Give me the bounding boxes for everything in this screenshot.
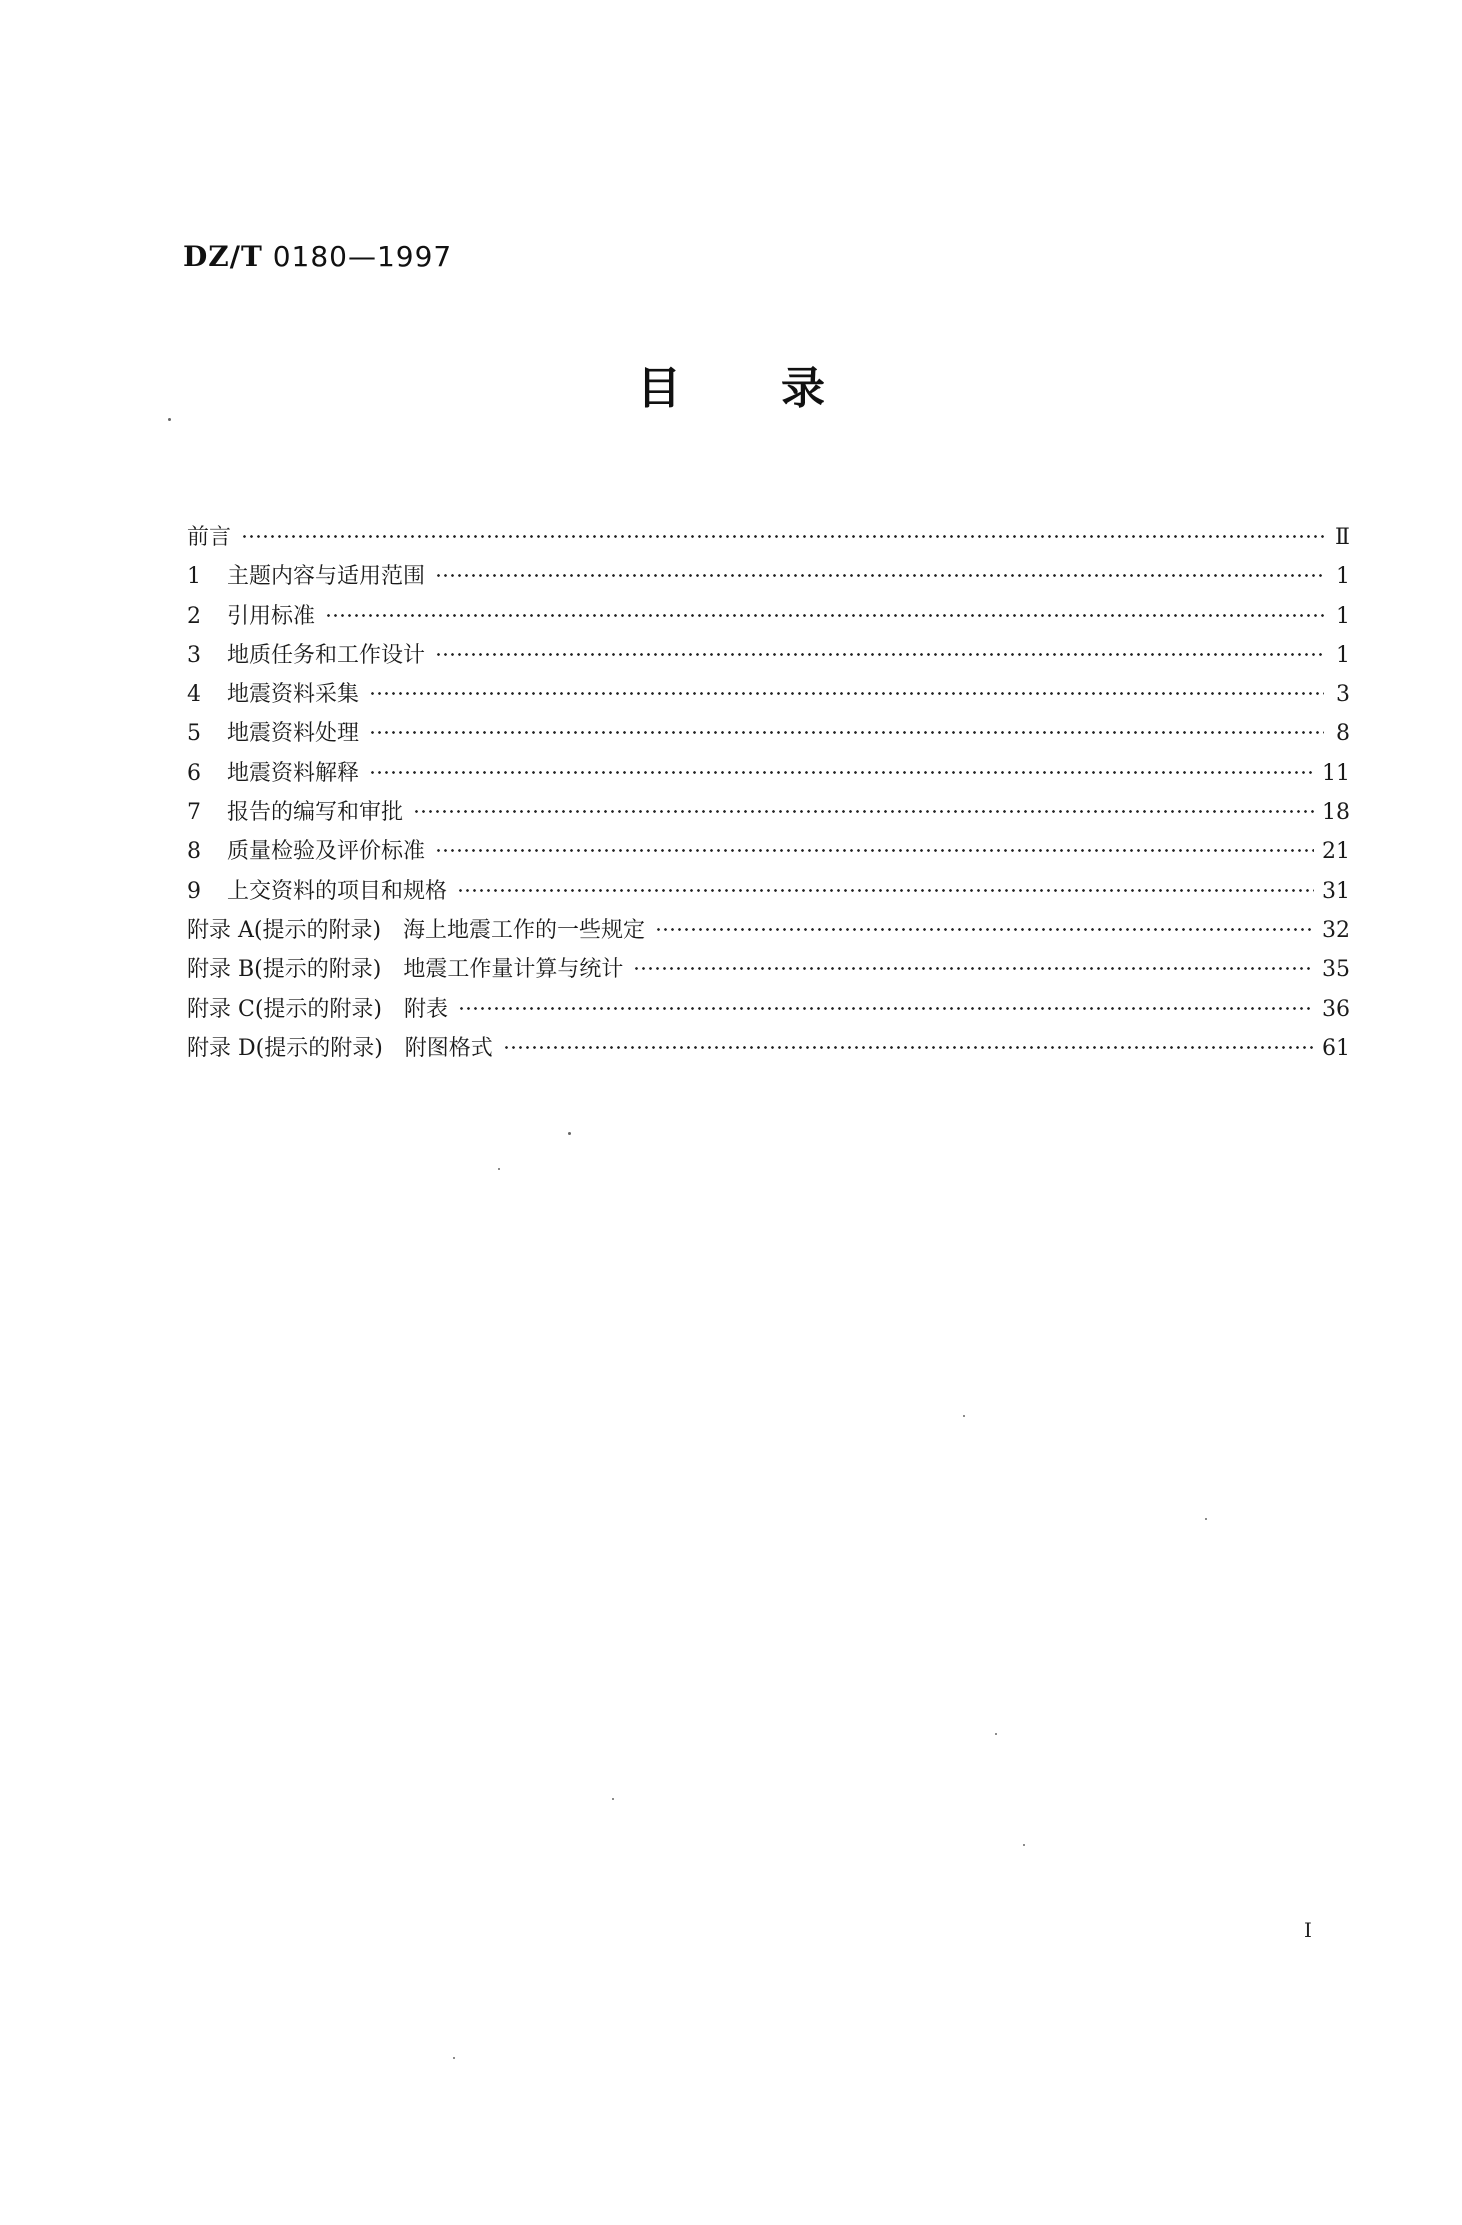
toc-entry-title: 主题内容与适用范围 [227,564,426,590]
toc-entry-number: 1 [187,564,201,590]
toc-entry[interactable] [187,834,1350,873]
toc-entry-number: 4 [187,682,201,708]
toc-dot-leader [241,524,1324,546]
toc-entry-page: 11 [1322,760,1350,786]
scan-speck [963,1415,965,1417]
scan-speck [1023,1844,1025,1846]
toc-entry[interactable] [187,992,1350,1031]
toc-entry-page: 61 [1322,1035,1350,1061]
toc-entry[interactable] [187,599,1350,638]
toc-dot-leader [457,878,1314,900]
toc-entry-page: 8 [1336,721,1350,747]
toc-entry-title: 报告的编写和审批 [227,800,404,826]
toc-entry-page: 1 [1336,642,1350,668]
toc-dot-leader [369,720,1324,742]
toc-entry-title: 上交资料的项目和规格 [227,878,448,904]
scan-speck [1205,1518,1207,1520]
toc-entry-title: 前言 [187,525,232,550]
toc-entry-page: 3 [1336,682,1350,708]
toc-entry[interactable] [187,913,1350,952]
toc-entry-page: 32 [1322,917,1350,943]
page-title-char-1: 目 [637,363,681,414]
toc-entry-number: 5 [187,721,201,747]
toc-entry[interactable] [187,756,1350,795]
toc-entry-title: 地震资料采集 [227,682,360,708]
toc-entry[interactable] [187,638,1350,677]
scan-speck [498,1168,500,1170]
toc-entry-title: 质量检验及评价标准 [227,839,426,865]
toc-entry-title: 地震资料处理 [227,721,360,747]
toc-entry[interactable] [187,559,1350,598]
toc-entry-title: 附录 D(提示的附录) 附图格式 [187,1035,493,1061]
toc-entry-page: Ⅱ [1335,525,1350,550]
toc-dot-leader [369,681,1324,703]
toc-dot-leader [503,1035,1314,1057]
scan-speck [168,418,171,421]
page-number: I [1304,1918,1312,1942]
toc-entry-page: 1 [1336,564,1350,590]
page-title [0,352,1462,416]
toc-entry-page: 1 [1336,603,1350,629]
toc-entry-number: 6 [187,760,201,786]
toc-dot-leader [435,563,1324,585]
toc-entry-number: 3 [187,642,201,668]
page-title-char-2: 录 [781,363,825,414]
toc-entry-title: 地质任务和工作设计 [227,642,426,668]
toc-entry[interactable] [187,520,1350,559]
toc-dot-leader [325,603,1324,625]
toc-dot-leader [413,799,1314,821]
toc-entry-number: 7 [187,800,201,826]
toc-dot-leader [435,838,1314,860]
toc-entry-page: 21 [1322,839,1350,865]
toc-entry[interactable] [187,952,1350,991]
toc-entry-number: 8 [187,839,201,865]
toc-entry[interactable] [187,677,1350,716]
scan-speck [453,2057,455,2059]
toc-dot-leader [655,917,1314,939]
standard-code-number: 0180—1997 [272,240,453,273]
toc-entry[interactable] [187,716,1350,755]
standard-code-prefix: DZ/T [183,240,263,273]
toc-entry-page: 35 [1322,957,1350,983]
toc-entry-title: 附录 B(提示的附录) 地震工作量计算与统计 [187,957,624,983]
toc-entry-title: 附录 C(提示的附录) 附表 [187,996,448,1022]
toc-entry-title: 地震资料解释 [227,760,360,786]
toc-entry-number: 2 [187,603,201,629]
toc-entry[interactable] [187,874,1350,913]
toc-entry-title: 引用标准 [227,603,316,629]
toc-dot-leader [435,642,1324,664]
toc-entry-page: 18 [1322,800,1350,826]
toc-entry[interactable] [187,795,1350,834]
scan-speck [995,1733,997,1735]
toc-entry[interactable] [187,1031,1350,1070]
toc-entry-title: 附录 A(提示的附录) 海上地震工作的一些规定 [187,917,646,943]
standard-code [183,240,452,273]
scan-speck [612,1798,614,1800]
toc-dot-leader [633,956,1314,978]
toc-entry-page: 36 [1322,996,1350,1022]
table-of-contents [187,520,1350,1070]
toc-entry-page: 31 [1322,878,1350,904]
toc-entry-number: 9 [187,878,201,904]
toc-dot-leader [369,760,1314,782]
scan-speck [568,1132,571,1135]
toc-dot-leader [458,996,1314,1018]
